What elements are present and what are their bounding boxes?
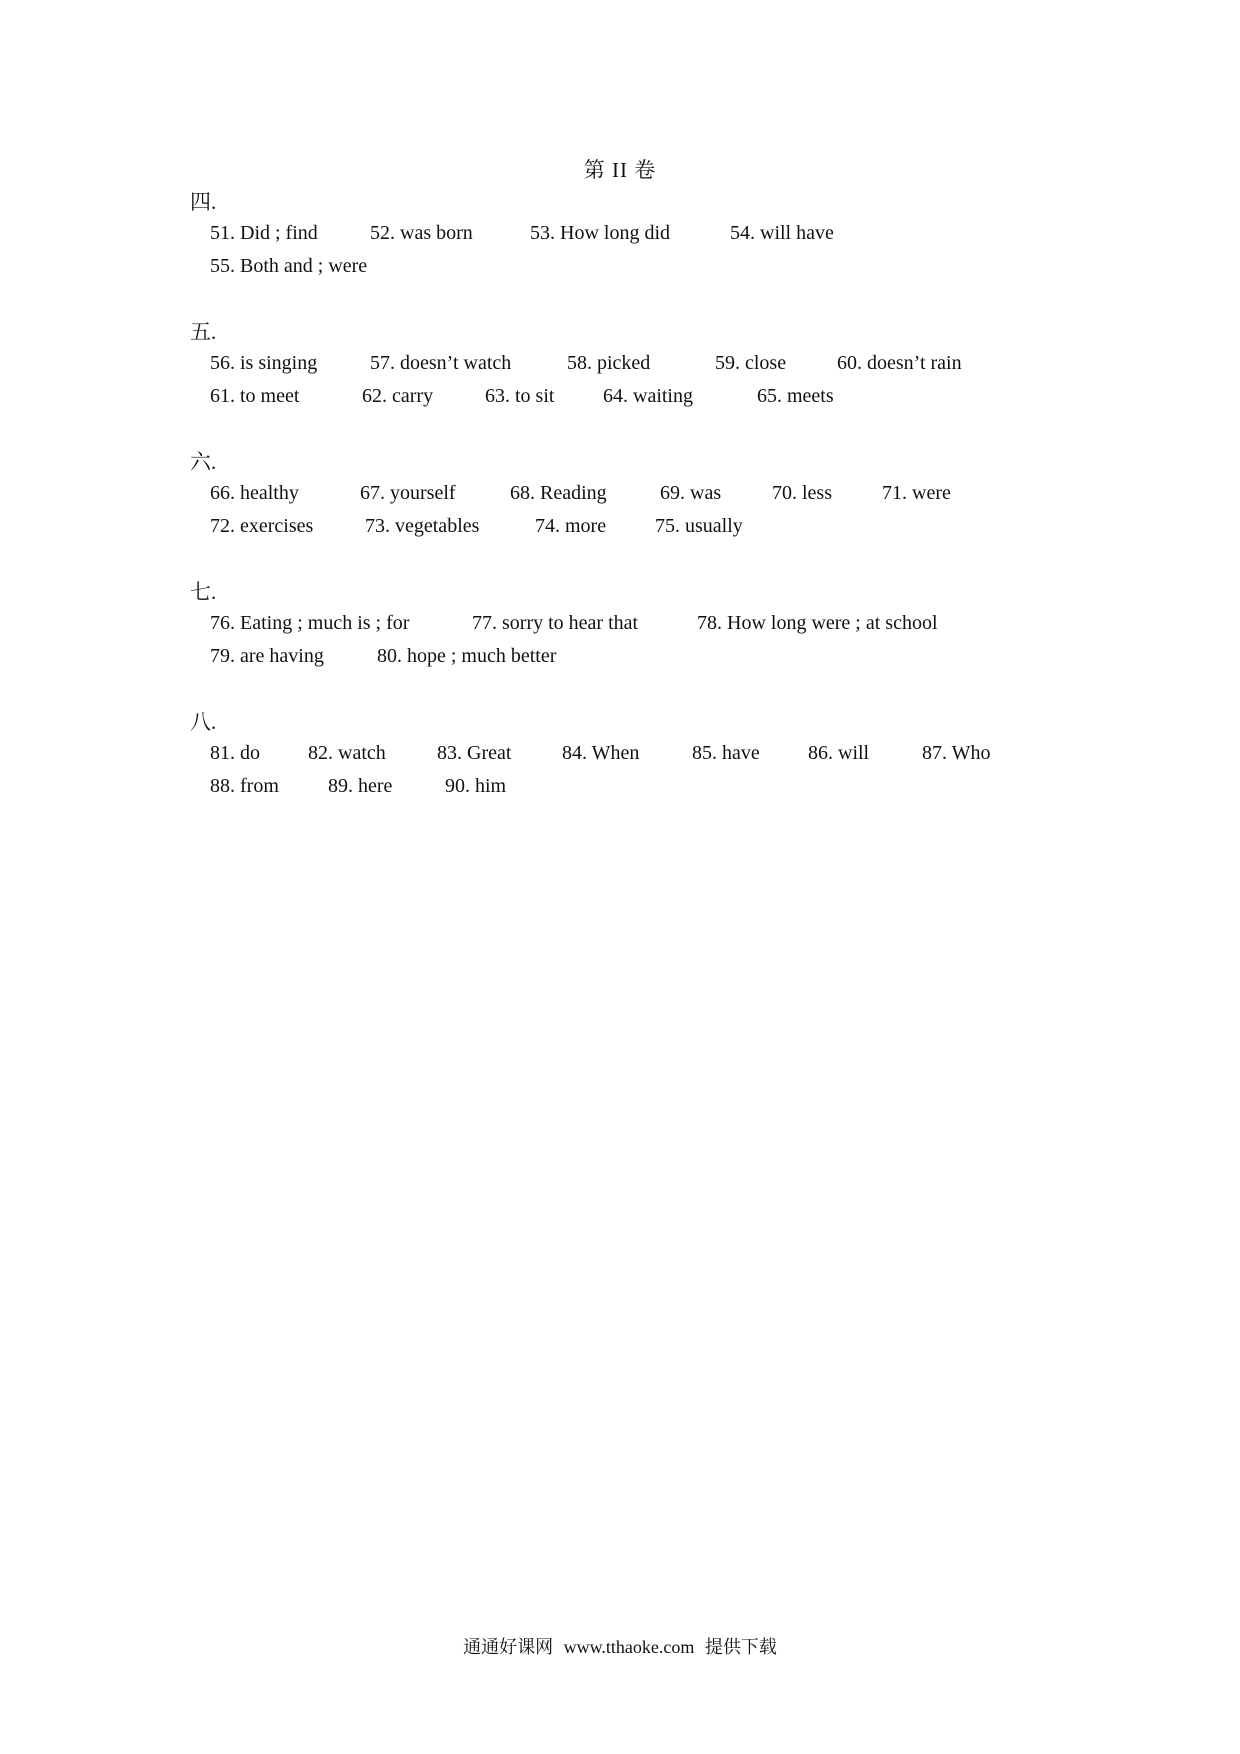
answer-70: 70. less [772, 482, 832, 504]
answer-68: 68. Reading [510, 482, 607, 504]
answer-63: 63. to sit [485, 385, 555, 407]
section-heading: 八. [190, 710, 217, 734]
answer-78: 78. How long were ; at school [697, 612, 938, 634]
section-5 [190, 317, 1090, 413]
answer-row [210, 347, 1090, 380]
answer-64: 64. waiting [603, 385, 693, 407]
section-heading: 五. [190, 320, 217, 344]
answer-61: 61. to meet [210, 385, 300, 407]
answer-89: 89. here [328, 775, 393, 797]
page-title: 第 II 卷 [583, 158, 657, 182]
answer-53: 53. How long did [530, 222, 670, 244]
answer-84: 84. When [562, 742, 640, 764]
footer-credit: 通通好课网 www.tthaoke.com 提供下载 [463, 1637, 777, 1657]
answer-65: 65. meets [757, 385, 834, 407]
answer-row [210, 607, 1090, 640]
answer-66: 66. healthy [210, 482, 299, 504]
answer-80: 80. hope ; much better [377, 645, 557, 667]
section-heading: 六. [190, 450, 217, 474]
answer-54: 54. will have [730, 222, 834, 244]
answer-57: 57. doesn’t watch [370, 352, 512, 374]
answer-55: 55. Both and ; were [210, 255, 368, 277]
answer-87: 87. Who [922, 742, 991, 764]
answer-row [210, 640, 1090, 673]
answer-74: 74. more [535, 515, 607, 537]
answer-row [210, 380, 1090, 413]
answer-90: 90. him [445, 775, 507, 797]
answer-88: 88. from [210, 775, 279, 797]
section-6 [190, 447, 1090, 543]
answer-81: 81. do [210, 742, 260, 764]
section-8 [190, 707, 1090, 803]
answer-row [210, 217, 1090, 250]
answer-row [210, 770, 1090, 803]
answer-60: 60. doesn’t rain [837, 352, 962, 374]
answer-86: 86. will [808, 742, 870, 764]
answer-85: 85. have [692, 742, 760, 764]
answer-79: 79. are having [210, 645, 324, 667]
answer-62: 62. carry [362, 385, 434, 407]
answer-51: 51. Did ; find [210, 222, 318, 244]
answer-56: 56. is singing [210, 352, 318, 374]
answer-row [210, 510, 1090, 543]
answer-69: 69. was [660, 482, 722, 504]
answer-72: 72. exercises [210, 515, 314, 537]
answer-76: 76. Eating ; much is ; for [210, 612, 410, 634]
answer-83: 83. Great [437, 742, 512, 764]
answer-77: 77. sorry to hear that [472, 612, 639, 634]
answer-75: 75. usually [655, 515, 743, 537]
answer-58: 58. picked [567, 352, 651, 374]
answer-52: 52. was born [370, 222, 473, 244]
answer-row [210, 250, 1090, 283]
section-4 [190, 187, 1090, 283]
answer-73: 73. vegetables [365, 515, 480, 537]
answer-82: 82. watch [308, 742, 386, 764]
answer-67: 67. yourself [360, 482, 456, 504]
answer-row [210, 477, 1090, 510]
section-7 [190, 577, 1090, 673]
answer-59: 59. close [715, 352, 787, 374]
answer-row [210, 737, 1090, 770]
section-heading: 四. [190, 190, 217, 214]
answer-71: 71. were [882, 482, 951, 504]
section-heading: 七. [190, 580, 217, 604]
